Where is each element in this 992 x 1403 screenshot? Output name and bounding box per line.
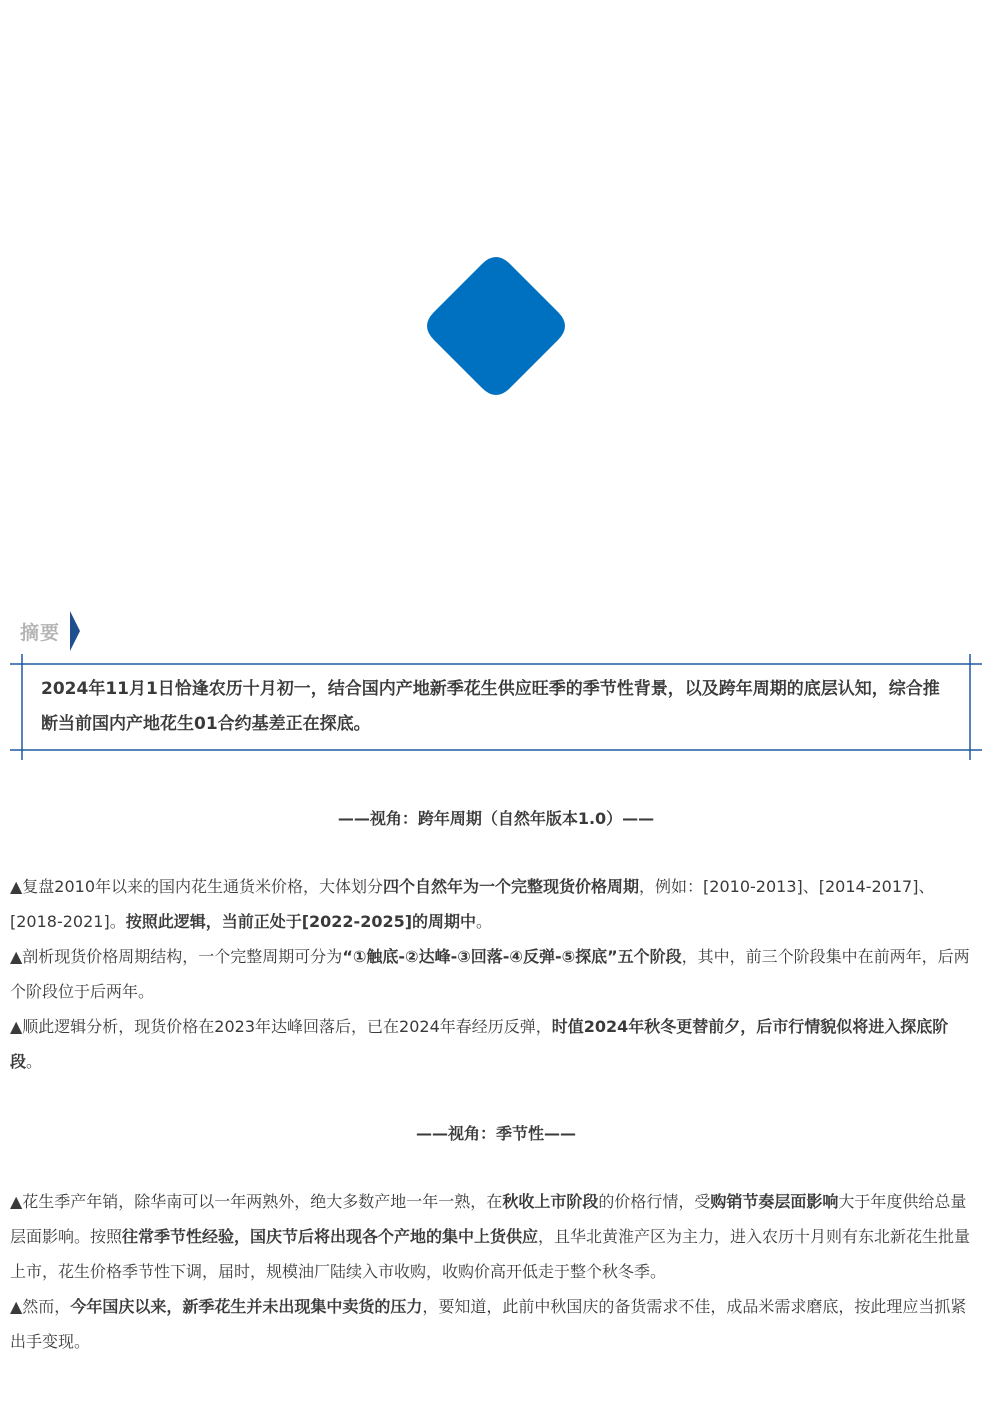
summary-box [0,652,992,764]
paragraph-cycle-review: ▲复盘2010年以来的国内花生通货米价格，大体划分四个自然年为一个完整现货价格周期，例如：[2010-2013]、[2014-2017]、[2018-2021]。按照此逻辑，当前正处于[2022-2025]的周期中。 [10,877,935,931]
summary-text: 2024年11月1日恰逢农历十月初一，结合国内产地新季花生供应旺季的季节性背景，以及跨年周期的底层认知，综合推断当前国内产地花生01合约基差正在探底。 [41,679,940,734]
section-title-cycle: ——视角：跨年周期（自然年版本1.0）—— [337,809,655,828]
paragraph-cycle-analysis: ▲顺此逻辑分析，现货价格在2023年达峰回落后，已在2024年春经历反弹，时值2024年秋冬更替前夕，后市行情貌似将进入探底阶段。 [10,1017,949,1071]
paragraph-seasonality: ▲花生季产年销，除华南可以一年两熟外，绝大多数产地一年一熟，在秋收上市阶段的价格行情，受购销节奏层面影响大于年度供给总量层面影响。按照往常季节性经验，国庆节后将出现各个产地的集中上货供应，且华北黄淮产区为主力，进入农历十月则有东北新花生批量上市，花生价格季节性下调，届时，规模油厂陆续入市收购，收购价高开低走于整个秋冬季。 [10,1192,971,1281]
chevron-right-icon [70,611,80,651]
summary-label: 摘要 [20,621,61,644]
blue-diamond-icon [425,255,567,397]
summary-heading [20,610,80,652]
section-title-seasonality: ——视角：季节性—— [415,1124,576,1143]
paragraph-this-year: ▲然而，今年国庆以来，新季花生并未出现集中卖货的压力，要知道，此前中秋国庆的备货需求不佳，成品米需求磨底，按此理应当抓紧出手变现。 [10,1297,967,1351]
paragraph-cycle-structure: ▲剖析现货价格周期结构，一个完整周期可分为“①触底-②达峰-③回落-④反弹-⑤探底”五个阶段，其中，前三个阶段集中在前两年，后两个阶段位于后两年。 [10,947,970,1001]
